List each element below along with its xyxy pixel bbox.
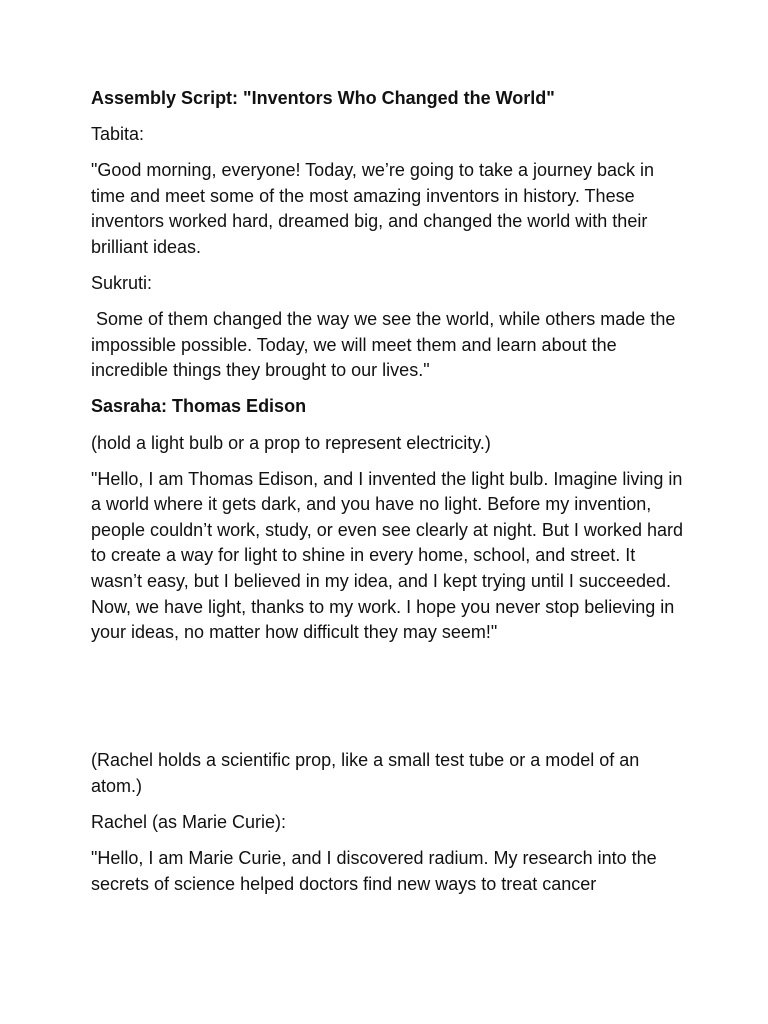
stage-direction-edison: (hold a light bulb or a prop to represent electricity.)	[91, 432, 491, 453]
document-title: Assembly Script: "Inventors Who Changed the World"	[91, 88, 555, 108]
paragraph-curie: "Hello, I am Marie Curie, and I discovered radium. My research into the secrets of science helped doctors find new ways to treat cancer	[91, 848, 657, 894]
paragraph-edison: "Hello, I am Thomas Edison, and I invented the light bulb. Imagine living in a world where it gets dark, and you have no light. Before my invention, people couldn’t work, study, or even see clearly at night. But I worked hard to create a way for light to shine in every home, school, and street. It wasn’t easy, but I believed in my idea, and I kept trying until I succeeded. Now, we have light, thanks to my work. I hope you never stop believing in your ideas, no matter how difficult they may seem!"	[91, 468, 683, 643]
paragraph-sukruti: Some of them changed the way we see the world, while others made the impossible possible. Today, we will meet them and learn about the incredible things they brought to our lives."	[91, 309, 681, 381]
document-body	[91, 86, 691, 908]
blank-space	[91, 656, 691, 748]
speaker-tabita: Tabita:	[91, 124, 145, 145]
stage-direction-curie: (Rachel holds a scientific prop, like a small test tube or a model of an atom.)	[91, 750, 640, 796]
speaker-sukruti: Sukruti:	[91, 273, 153, 294]
paragraph-intro: "Good morning, everyone! Today, we’re going to take a journey back in time and meet some of the most amazing inventors in history. These inventors worked hard, dreamed big, and changed the world with their brilliant ideas.	[91, 160, 655, 257]
heading-thomas-edison: Sasraha: Thomas Edison	[91, 396, 307, 417]
speaker-marie-curie: Rachel (as Marie Curie):	[91, 811, 287, 832]
